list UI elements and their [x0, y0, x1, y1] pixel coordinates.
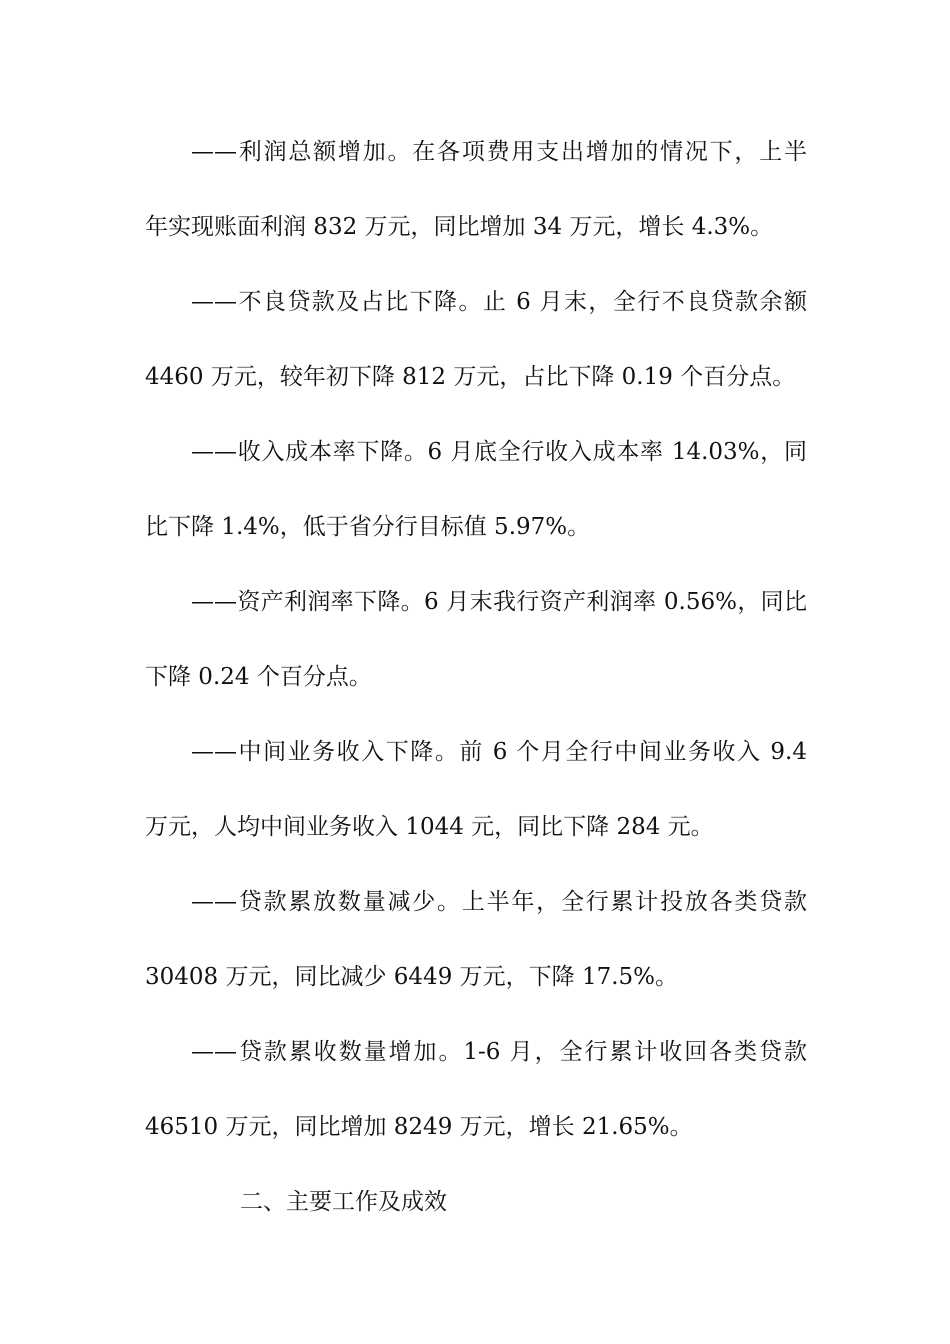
document-body: [145, 128, 807, 1253]
paragraph-npl-line-2: 4460 万元，较年初下降 812 万元，占比下降 0.19 个百分点。: [145, 364, 796, 390]
paragraph-cost-income-line-2: 比下降 1.4%，低于省分行目标值 5.97%。: [145, 514, 591, 540]
paragraph-cost-income-line-1: ——收入成本率下降。6 月底全行收入成本率 14.03%，同: [191, 439, 807, 465]
paragraph-intermediary-line-1: ——中间业务收入下降。前 6 个月全行中间业务收入 9.4: [191, 739, 807, 765]
paragraph-profit-line-1: ——利润总额增加。在各项费用支出增加的情况下，上半: [191, 139, 807, 165]
paragraph-roa-line-1: ——资产利润率下降。6 月末我行资产利润率 0.56%，同比: [191, 589, 807, 615]
paragraph-loan-recovered-line-1: ——贷款累收数量增加。1-6 月，全行累计收回各类贷款: [191, 1039, 807, 1065]
paragraph-loan-recovered-line-2: 46510 万元，同比增加 8249 万元，增长 21.65%。: [145, 1114, 693, 1140]
paragraph-loan-issued-line-2: 30408 万元，同比减少 6449 万元，下降 17.5%。: [145, 964, 679, 990]
paragraph-intermediary-line-2: 万元，人均中间业务收入 1044 元，同比下降 284 元。: [145, 814, 714, 840]
section-heading: 二、主要工作及成效: [240, 1189, 447, 1215]
paragraph-npl-line-1: ——不良贷款及占比下降。止 6 月末，全行不良贷款余额: [191, 289, 807, 315]
paragraph-roa-line-2: 下降 0.24 个百分点。: [145, 664, 372, 690]
paragraph-profit-line-2: 年实现账面利润 832 万元，同比增加 34 万元，增长 4.3%。: [145, 214, 774, 240]
paragraph-loan-issued-line-1: ——贷款累放数量减少。上半年，全行累计投放各类贷款: [191, 889, 807, 915]
